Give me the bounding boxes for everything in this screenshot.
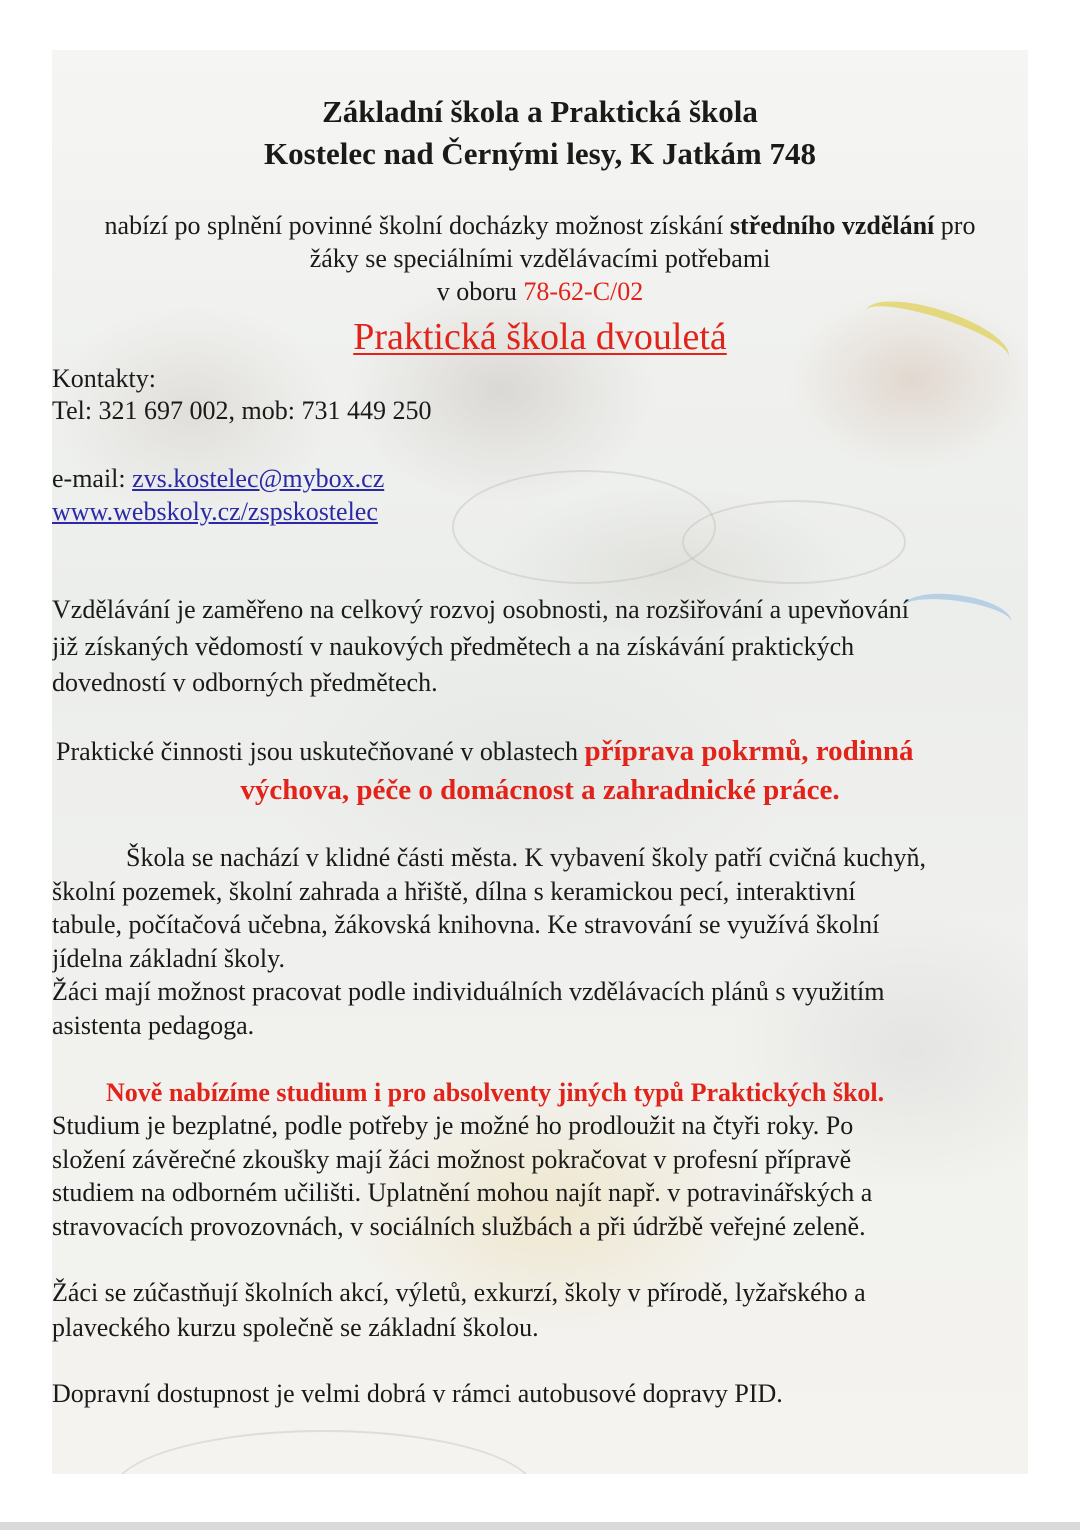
school-name: Základní škola a Praktická škola <box>322 94 758 129</box>
paragraph-line: studiem na odborném učilišti. Uplatnění mohou najít např. v potravinářských a <box>52 1178 873 1207</box>
document-page <box>52 50 1028 1474</box>
activities-line-2: výchova, péče o domácnost a zahradnické práce. <box>240 774 840 806</box>
paragraph-line: asistenta pedagoga. <box>52 1011 255 1040</box>
intro-text: v oboru <box>436 277 524 306</box>
paragraph-line: stravovacích provozovnách, v sociálních službách a při údržbě veřejné zeleně. <box>52 1212 866 1241</box>
new-offer-line: Nově nabízíme studium i pro absolventy jiných typů Praktických škol. <box>106 1078 885 1107</box>
contacts-phones: Tel: 321 697 002, mob: 731 449 250 <box>52 396 432 425</box>
intro-line-2: žáky se speciálními vzdělávacími potřebami <box>309 244 771 273</box>
paragraph-line: jídelna základní školy. <box>52 944 285 973</box>
paragraph-line: již získaných vědomostí v naukových předmětech a na získávání praktických <box>52 632 855 661</box>
paragraph-line: Žáci se zúčastňují školních akcí, výletů, exkurzí, školy v přírodě, lyžařského a <box>52 1278 866 1307</box>
program-title: Praktická škola dvouletá <box>353 316 727 358</box>
activities-highlight: příprava pokrmů, rodinná <box>584 735 914 767</box>
paragraph-line: Škola se nachází v klidné části města. K vybavení školy patří cvičná kuchyň, <box>126 843 926 872</box>
bottom-edge <box>0 1522 1080 1530</box>
background-photo-detail <box>452 470 716 584</box>
paragraph-line: Vzdělávání je zaměřeno na celkový rozvoj osobnosti, na rozšiřování a upevňování <box>52 595 909 624</box>
paragraph-line: Dopravní dostupnost je velmi dobrá v rámci autobusové dopravy PID. <box>52 1379 783 1408</box>
intro-text: nabízí po splnění povinné školní docházky možnost získání <box>104 211 730 240</box>
background-photo-detail <box>112 1430 536 1474</box>
paragraph-line: dovedností v odborných předmětech. <box>52 668 438 697</box>
intro-text: pro <box>934 211 976 240</box>
email-link[interactable]: zvs.kostelec@mybox.cz <box>132 464 385 493</box>
program-code: 78-62-C/02 <box>523 277 644 306</box>
intro-line-3 <box>52 279 1028 305</box>
contacts-label: Kontakty: <box>52 364 156 393</box>
intro-highlight: středního vzdělání <box>729 211 935 240</box>
activities-line-1 <box>56 737 914 766</box>
paragraph-line: složení závěrečné zkoušky mají žáci možnost pokračovat v profesní přípravě <box>52 1145 852 1174</box>
background-photo-detail <box>900 588 1014 643</box>
email-label: e-mail: <box>52 464 133 493</box>
paragraph-line: školní pozemek, školní zahrada a hřiště, dílna s keramickou pecí, interaktivní <box>52 877 856 906</box>
paragraph-line: plaveckého kurzu společně se základní školou. <box>52 1313 539 1342</box>
activities-text: Praktické činnosti jsou uskutečňované v oblastech <box>56 737 585 766</box>
paragraph-line: tabule, počítačová učebna, žákovská knihovna. Ke stravování se využívá školní <box>52 910 880 939</box>
website-link[interactable]: www.webskoly.cz/zspskostelec <box>52 497 378 526</box>
intro-line-1 <box>52 213 1028 239</box>
background-photo-detail <box>682 500 906 584</box>
paragraph-line: Žáci mají možnost pracovat podle individuálních vzdělávacích plánů s využitím <box>52 977 885 1006</box>
contacts-email-line <box>52 466 384 492</box>
school-address: Kostelec nad Černými lesy, K Jatkám 748 <box>264 136 816 171</box>
paragraph-line: Studium je bezplatné, podle potřeby je možné ho prodloužit na čtyři roky. Po <box>52 1111 854 1140</box>
